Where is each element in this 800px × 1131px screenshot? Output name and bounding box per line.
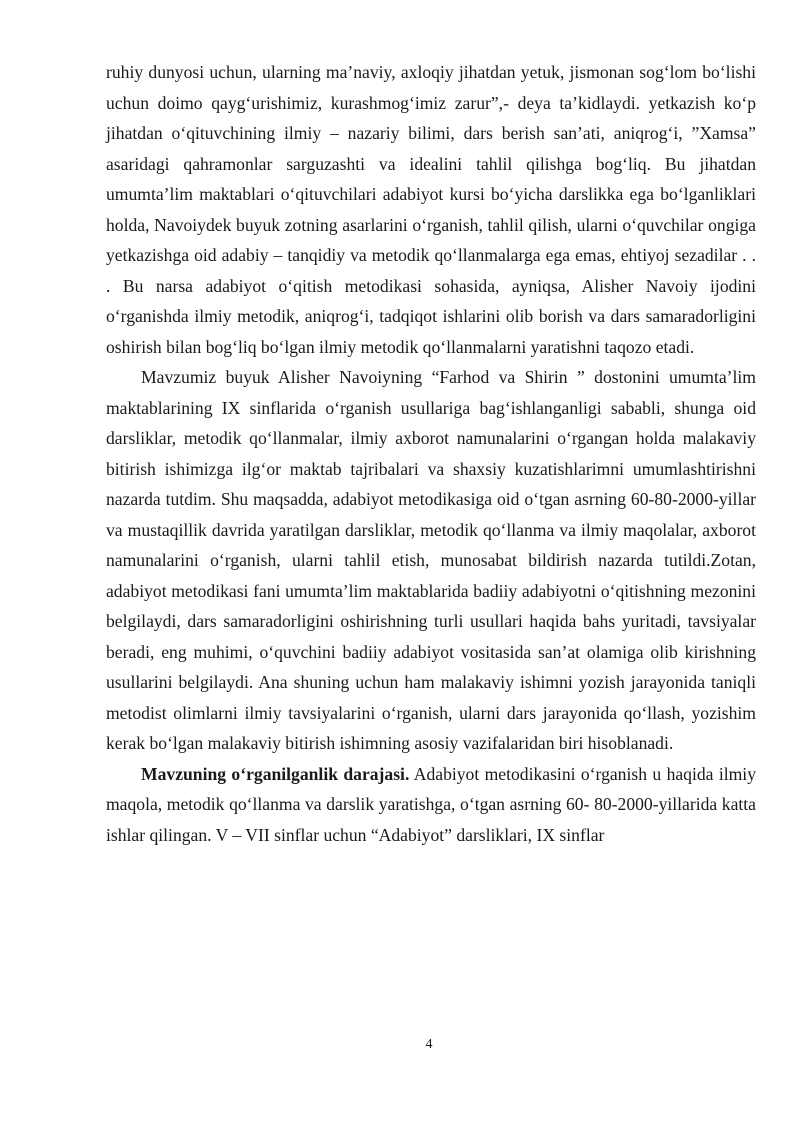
- section-heading: Mavzuning o‘rganilganlik darajasi.: [141, 763, 410, 784]
- paragraph-2: Mavzumiz buyuk Alisher Navoiyning “Farhod va Shirin ” dostonini umumta’lim maktablarining IX sinflarida o‘rganish usullariga bag‘ishlanganligi sababli, shunga oid darsliklar, metodik qo‘llanmalar, ilmiy axborot namunalarini o‘rgangan holda malakaviy bitirish ishimizga ilg‘or maktab tajribalari va shaxsiy kuzatishlarimni umumlashtirishni nazarda tutdim. Shu maqsadda, adabiyot metodikasiga oid o‘tgan asrning 60-80-2000-yillar va mustaqillik davrida yaratilgan darsliklar, metodik qo‘llanma va ilmiy maqolalar, axborot namunalarini o‘rganish, ularni tahlil etish, munosabat bildirish nazarda tutildi.Zotan, adabiyot metodikasi fani umumta’lim maktablarida badiiy adabiyotni o‘qitishning mezonini belgilaydi, dars samaradorligini oshirishning turli usullari haqida bahs yuritadi, tavsiyalar beradi, eng muhimi, o‘quvchini badiiy adabiyot vositasida san’at olamiga olib kirishning usullarini belgilaydi. Ana shuning uchun ham malakaviy ishimni yozish jarayonida taniqli metodist olimlarni ilmiy tavsiyalarini o‘rganish, ularni dars jarayonida qo‘llash, yozishim kerak bo‘lgan malakaviy bitirish ishimning asosiy vazifalaridan biri hisoblanadi.: [106, 367, 756, 753]
- paragraph-3: [106, 759, 756, 851]
- paragraph-3-body: Adabiyot metodikasini o‘rganish u haqida ilmiy maqola, metodik qo‘llanma va darslik yaratishga, o‘tgan asrning 60- 80-2000-yillarida katta ishlar qilingan. V – VII sinflar uchun “Adabiyot” darsliklari, IX sinflar: [106, 763, 756, 845]
- paragraph-1: ruhiy dunyosi uchun, ularning ma’naviy, axloqiy jihatdan yetuk, jismonan sog‘lom bo‘lishi uchun doimo qayg‘urishimiz, kurashmog‘imiz zarur”,- deya ta’kidlaydi. yetkazish ko‘p jihatdan o‘qituvchining ilmiy – nazariy bilimi, dars berish san’ati, aniqrog‘i, ”Xamsa” asaridagi qahramonlar sarguzashti va idealini tahlil qilishga bog‘liq. Bu jihatdan umumta’lim maktablari o‘qituvchilari adabiyot kursi bo‘yicha darslikka ega bo‘lganliklari holda, Navoiydek buyuk zotning asarlarini o‘rganish, tahlil qilish, ularni o‘quvchilar ongiga yetkazishga oid adabiy – tanqidiy va metodik qo‘llanmalarga ega emas, ehtiyoj sezadilar . . . Bu narsa adabiyot o‘qitish metodikasi sohasida, ayniqsa, Alisher Navoiy ijodini o‘rganishda ilmiy metodik, aniqrog‘i, tadqiqot ishlarini olib borish va dars samaradorligini oshirish bilan bog‘liq bo‘lgan ilmiy metodik qo‘llanmalarni yaratishni taqozo etadi.: [106, 62, 756, 357]
- body-text: [106, 57, 756, 850]
- page-number: 4: [425, 1037, 433, 1052]
